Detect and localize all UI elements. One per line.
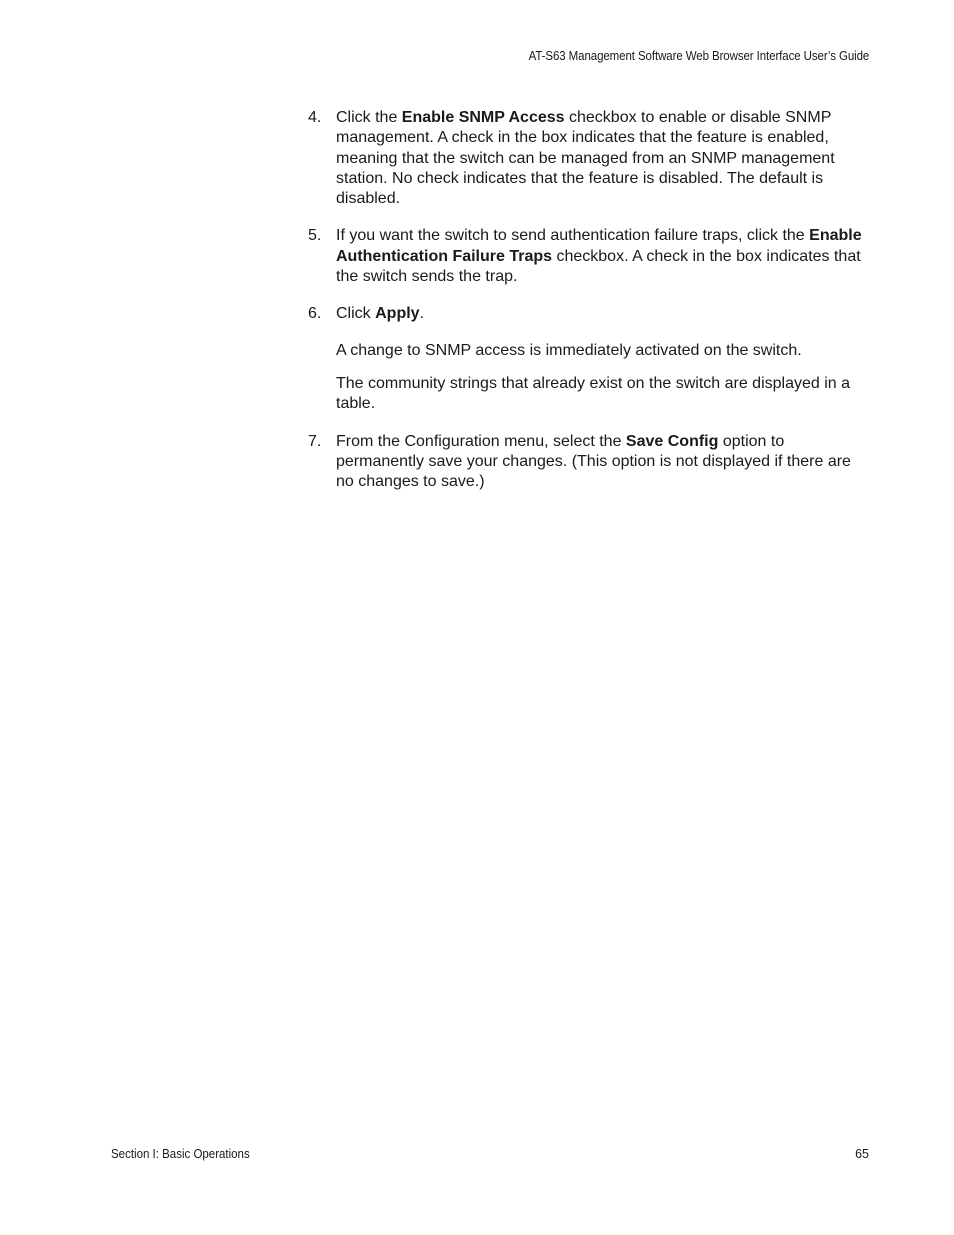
- step-4: [308, 108, 868, 209]
- step-6: [308, 304, 868, 324]
- step-text-post: checkbox to enable or disable SNMP management. A check in the box indicates that the feature is enabled, meaning that the switch can be managed from an SNMP management station. No check indicates that the feature is disabled. The default is disabled.: [336, 109, 835, 208]
- step-text-pre: Click the: [336, 109, 402, 126]
- running-header: AT-S63 Management Software Web Browser Interface User’s Guide: [528, 49, 869, 63]
- step-number: 4.: [308, 109, 322, 126]
- step-5: [308, 226, 868, 287]
- ui-label-enable-snmp-access: Enable SNMP Access: [401, 109, 565, 126]
- step-6-note-1: A change to SNMP access is immediately activated on the switch.: [336, 341, 802, 359]
- step-number: 6.: [308, 305, 322, 323]
- step-number: 5.: [308, 227, 322, 245]
- step-text-pre: Click: [336, 305, 376, 323]
- step-text-post: option to permanently save your changes. (This option is not displayed if there are no changes to save.): [336, 432, 851, 491]
- step-text-pre: If you want the switch to send authentication failure traps, click the: [336, 227, 810, 245]
- footer-section: Section I: Basic Operations: [111, 1147, 250, 1161]
- step-text-post: checkbox. A check in the box indicates that the switch sends the trap.: [336, 247, 861, 286]
- ui-label-enable-auth-failure-traps: Enable Authentication Failure Traps: [336, 227, 862, 265]
- page-number: 65: [855, 1147, 869, 1161]
- step-text-pre: From the Configuration menu, select the: [336, 432, 626, 450]
- step-6-note-2: The community strings that already exist on the switch are displayed in a table.: [336, 374, 851, 413]
- step-text-post: .: [419, 305, 425, 323]
- document-body: [308, 108, 868, 509]
- step-number: 7.: [308, 432, 322, 450]
- ui-label-save-config: Save Config: [625, 432, 719, 450]
- ui-label-apply: Apply: [375, 305, 420, 323]
- step-7: [308, 432, 868, 493]
